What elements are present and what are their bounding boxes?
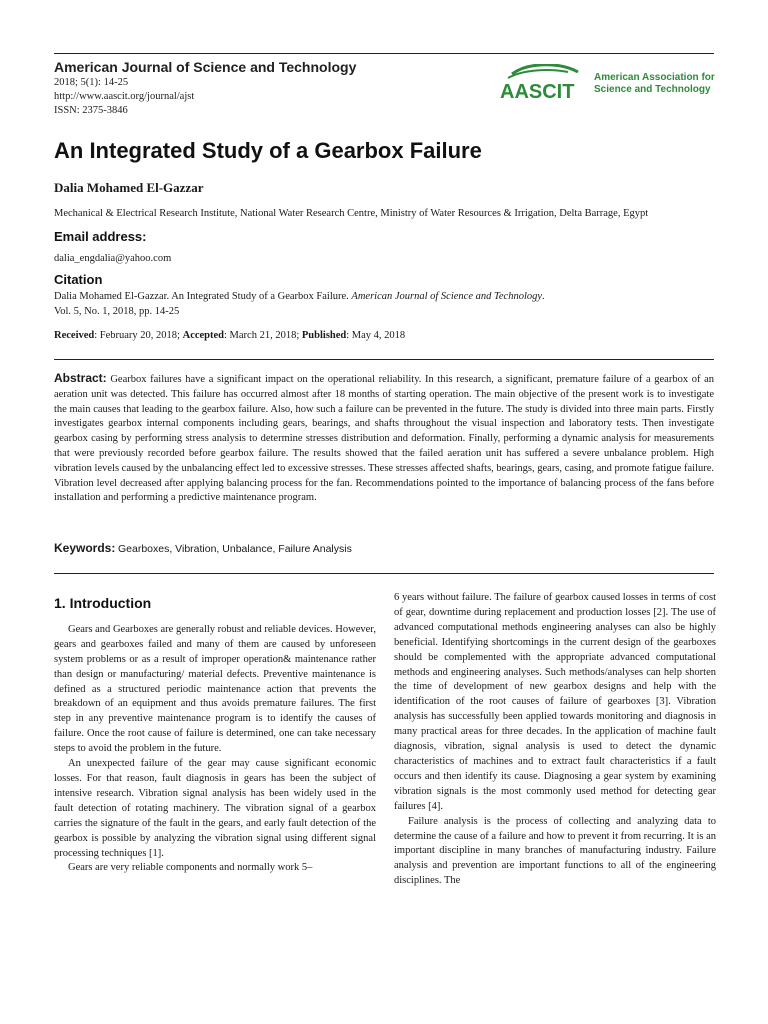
journal-name: American Journal of Science and Technology bbox=[54, 59, 357, 75]
intro-paragraph: Failure analysis is the process of collecting and analyzing data to determine the cause of a failure and how to prevent it from recurring. It is an important discipline in many branches of manufacturing industry. Failure analysis and prevention are important functions to all of the engineering disciplines. The bbox=[394, 815, 716, 887]
article-author: Dalia Mohamed El-Gazzar bbox=[54, 180, 204, 195]
journal-url[interactable]: http://www.aascit.org/journal/ajst bbox=[54, 91, 195, 102]
aascit-org-line1: American Association for bbox=[594, 72, 715, 83]
intro-paragraph: Gears and Gearboxes are generally robust and reliable devices. However, gears and gearboxes failed and many of them are caused by unforeseen system problems or as a result of improper operation& maintenance rather than design or manufacturing/ material defects. Preventive maintenance is defined as a structured periodic maintenance action that prevents the breakdown of an equipment and thus avoids premature failures. The first step in any preventive maintenance program is to identify the causes of failure. Once the root cause of failure is determined, one can take necessary steps to avoid the problem in the future. bbox=[54, 623, 376, 755]
citation-plain: Dalia Mohamed El-Gazzar. An Integrated Study of a Gearbox Failure. bbox=[54, 291, 352, 302]
intro-left-column bbox=[54, 596, 376, 876]
intro-paragraph: Gears are very reliable components and normally work 5– bbox=[68, 862, 313, 874]
citation-volume: Vol. 5, No. 1, 2018, pp. 14-25 bbox=[54, 306, 180, 317]
citation-journal: American Journal of Science and Technology bbox=[351, 291, 543, 302]
abstract bbox=[54, 371, 714, 506]
aascit-logo bbox=[498, 64, 718, 108]
email-label: Email address: bbox=[54, 229, 147, 244]
journal-issn: ISSN: 2375-3846 bbox=[54, 105, 128, 116]
aascit-org-name bbox=[594, 72, 715, 96]
published-date: : May 4, 2018 bbox=[346, 330, 406, 341]
body-top-rule bbox=[54, 573, 714, 574]
journal-volume-pages: 2018; 5(1): 14-25 bbox=[54, 77, 129, 88]
intro-paragraph: 6 years without failure. The failure of gearbox caused losses in terms of cost of gear, downtime during replacement and production losses [2]. The use of advanced computational methods engineering analyses can also be highly beneficial. Identifying shortcomings in the current design of the gearboxes should be complemented with the appropriate advanced computational methods and engineering analyses. Such methods/analyses can help shorten the time of development of new gearbox designs and help with the identification of the root causes of failure of gearboxes [3]. Vibration analysis has successfully been applied towards monitoring and diagnosis in many practical areas for three decades. In the application of machine fault diagnosis, vibration, signal analysis is used to detect the dynamic characteristics of machines and to extract fault characteristics if a fault occurs and then identify its cause. Diagnosing a gear system by examining vibration signals is the most commonly used method for detecting gear failures [4]. bbox=[394, 592, 716, 812]
publication-dates bbox=[54, 328, 714, 343]
intro-heading: 1. Introduction bbox=[54, 595, 152, 611]
received-label: Received bbox=[54, 330, 95, 341]
citation-text bbox=[54, 289, 714, 319]
keywords bbox=[54, 541, 352, 555]
abstract-text: Gearbox failures have a significant impact on the operational reliability. In this research, a significant, premature failure of a gearbox of an aeration unit was detected. This failure has occurred almost after 18 months of starting operation. The main objective of the present work is to investigate the main causes that leading to the gearbox failure. Also, how such a failure can be prevented in the future. The study is divided into three main parts. Firstly investigates gearbox internal components including gears, bearings, and shafts throughout the visual inspection and laboratory tests. Then investigate gearbox casing by performing stress analysis to determine stresses distribution and deformation. Finally, performing a dynamic analysis for measurements that were previously recorded before gearbox failure. The results showed that the failed aeration unit has suffered a severe unbalance problem. High vibration levels caused by the unbalancing effect led to excessive stresses. These stresses affected shafts, bearings, gears, casing, and promote fatigue failure. Vibration level decreased after applying balancing process for the fan. Recommendations pointed to the importance of balancing process of the fans before installation and performing a predictive maintenance program. bbox=[54, 374, 714, 504]
accepted-date: : March 21, 2018; bbox=[224, 330, 302, 341]
article-title: An Integrated Study of a Gearbox Failure bbox=[54, 138, 482, 163]
aascit-org-line2: Science and Technology bbox=[594, 84, 711, 95]
citation-label: Citation bbox=[54, 272, 103, 287]
author-affiliation: Mechanical & Electrical Research Institute, National Water Research Centre, Ministry of Water Resources & Irrigation, Delta Barrage, Egypt bbox=[54, 208, 649, 219]
abstract-top-rule bbox=[54, 359, 714, 360]
published-label: Published bbox=[301, 330, 347, 341]
header-top-rule bbox=[54, 53, 714, 54]
intro-right-column bbox=[394, 591, 716, 889]
citation-end: . bbox=[542, 291, 545, 302]
aascit-logo-mark bbox=[498, 64, 586, 108]
email-address[interactable]: dalia_engdalia@yahoo.com bbox=[54, 253, 172, 264]
abstract-label: Abstract: bbox=[54, 371, 107, 385]
keywords-text: Gearboxes, Vibration, Unbalance, Failure Analysis bbox=[117, 543, 352, 555]
intro-paragraph: An unexpected failure of the gear may cause significant economic losses. For that reason, fault diagnosis in gears has been the subject of intensive research. Vibration signal analysis has been widely used in the fault detection of rotating machinery. The vibration signal of a gearbox carries the signature of the fault in the gears, and early fault detection of the gearbox is possible by analyzing the vibration signal using different signal processing techniques [1]. bbox=[54, 758, 376, 859]
journal-header bbox=[54, 58, 474, 118]
accepted-label: Accepted bbox=[182, 330, 225, 341]
received-date: : February 20, 2018; bbox=[94, 330, 183, 341]
keywords-label: Keywords: bbox=[54, 541, 116, 555]
aascit-logo-wordmark: AASCIT bbox=[500, 81, 575, 103]
